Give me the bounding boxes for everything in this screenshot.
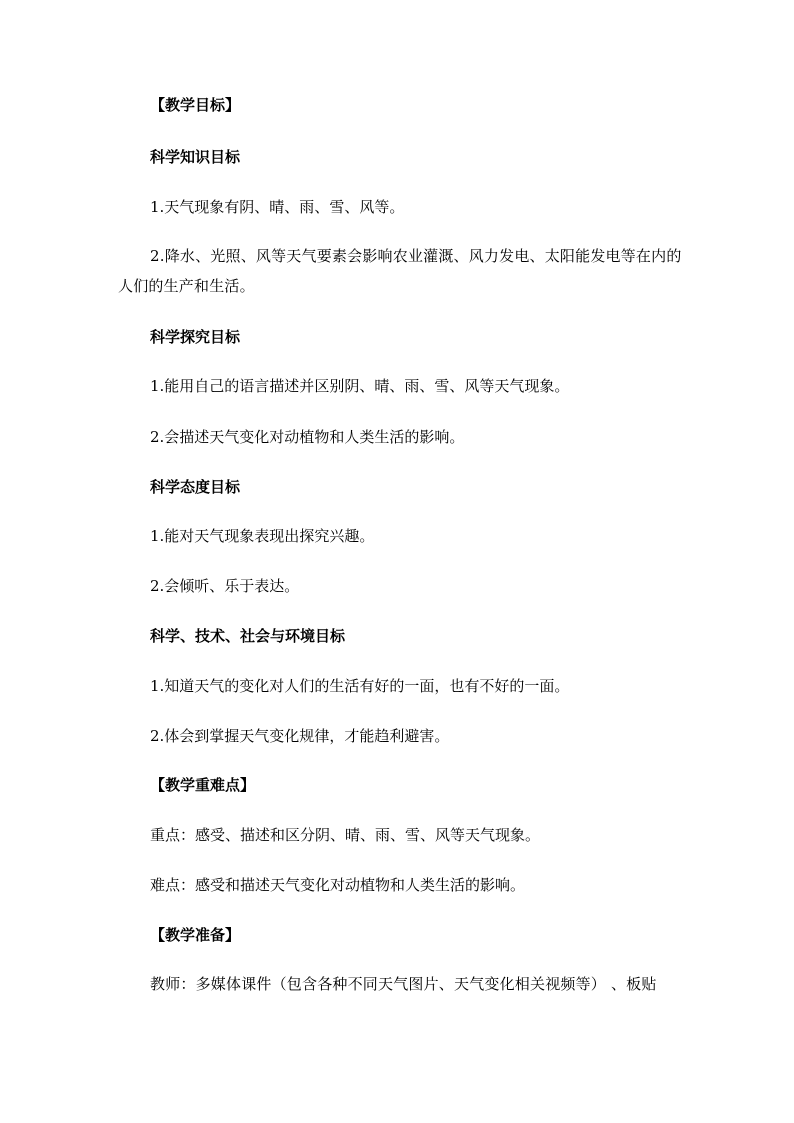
knowledge-heading: 科学知识目标 <box>150 148 241 166</box>
inquiry-item-1: 1.能用自己的语言描述并区别阴、晴、雨、雪、风等天气现象。 <box>150 377 570 395</box>
preparation-heading: 【教学准备】 <box>150 926 241 944</box>
key-points-heading: 【教学重难点】 <box>150 776 256 794</box>
stse-heading: 科学、技术、社会与环境目标 <box>150 627 346 645</box>
objectives-heading: 【教学目标】 <box>150 96 241 114</box>
key-point: 重点：感受、描述和区分阴、晴、雨、雪、风等天气现象。 <box>150 826 541 844</box>
stse-item-2: 2.体会到掌握天气变化规律，才能趋利避害。 <box>150 727 450 745</box>
attitude-item-1: 1.能对天气现象表现出探究兴趣。 <box>150 527 375 545</box>
preparation-teacher: 教师：多媒体课件（包含各种不同天气图片、天气变化相关视频等） 、板贴 <box>150 975 657 993</box>
attitude-heading: 科学态度目标 <box>150 478 241 496</box>
attitude-item-2: 2.会倾听、乐于表达。 <box>150 577 300 595</box>
knowledge-item-2: 2.降水、光照、风等天气要素会影响农业灌溉、风力发电、太阳能发电等在内的人们的生产和生活。 <box>118 247 682 295</box>
stse-item-1: 1.知道天气的变化对人们的生活有好的一面，也有不好的一面。 <box>150 677 570 695</box>
inquiry-heading: 科学探究目标 <box>150 328 241 346</box>
inquiry-item-2: 2.会描述天气变化对动植物和人类生活的影响。 <box>150 428 465 446</box>
knowledge-item-1: 1.天气现象有阴、晴、雨、雪、风等。 <box>150 198 405 216</box>
difficult-point: 难点：感受和描述天气变化对动植物和人类生活的影响。 <box>150 876 526 894</box>
